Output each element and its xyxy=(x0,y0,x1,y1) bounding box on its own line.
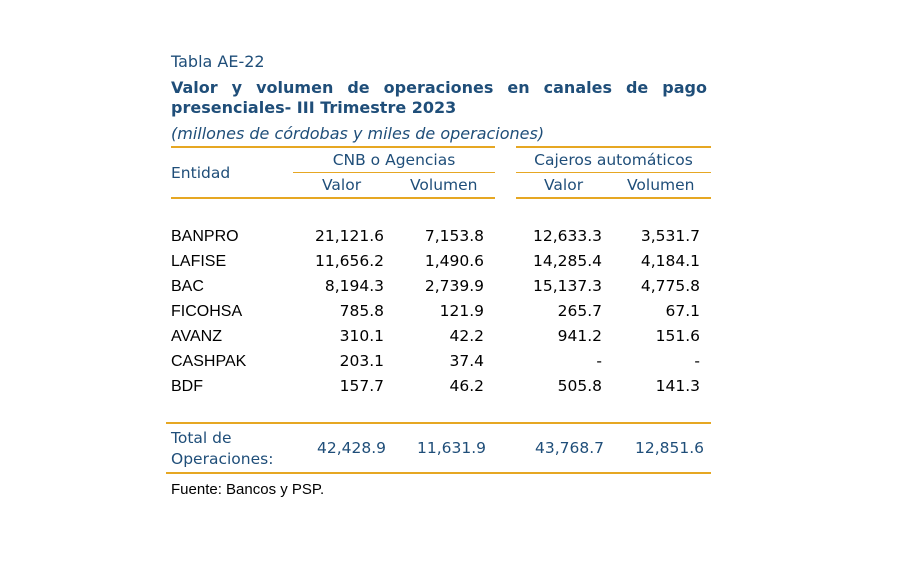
header-entity: Entidad xyxy=(171,164,231,182)
row-entity: BAC xyxy=(171,278,204,295)
header-cnb-volumen: Volumen xyxy=(410,176,478,194)
cell-cnb-volumen: 42.2 xyxy=(449,327,484,345)
cell-cnb-volumen: 37.4 xyxy=(449,352,484,370)
total-label: Total de Operaciones: xyxy=(171,429,274,468)
cell-cnb-valor: 157.7 xyxy=(339,377,384,395)
row-entity: FICOHSA xyxy=(171,303,243,320)
cell-atm-volumen: - xyxy=(694,352,700,370)
cell-atm-volumen: 151.6 xyxy=(655,327,700,345)
header-atm-valor: Valor xyxy=(544,176,584,194)
header-group-cnb: CNB o Agencias xyxy=(332,151,456,169)
total-atm-valor: 43,768.7 xyxy=(534,439,604,457)
cell-cnb-volumen: 46.2 xyxy=(449,377,484,395)
row-entity: LAFISE xyxy=(171,253,227,270)
header-group-atm: Cajeros automáticos xyxy=(534,151,693,169)
table-title xyxy=(171,78,707,118)
cell-atm-valor: - xyxy=(596,352,602,370)
cell-cnb-valor: 310.1 xyxy=(339,327,384,345)
cell-atm-valor: 505.8 xyxy=(557,377,602,395)
cell-atm-volumen: 67.1 xyxy=(665,302,700,320)
cell-atm-volumen: 141.3 xyxy=(655,377,700,395)
cell-atm-valor: 12,633.3 xyxy=(532,227,602,245)
cell-cnb-valor: 11,656.2 xyxy=(314,252,384,270)
cell-atm-volumen: 4,775.8 xyxy=(640,277,700,295)
cell-cnb-valor: 785.8 xyxy=(339,302,384,320)
header-bottom-rule-left xyxy=(171,197,495,199)
cell-cnb-volumen: 121.9 xyxy=(439,302,484,320)
cell-cnb-volumen: 7,153.8 xyxy=(424,227,484,245)
header-cnb-valor: Valor xyxy=(322,176,362,194)
table-title-line1: Valor y volumen de operaciones en canales de pago xyxy=(171,78,707,97)
table-title-line2: presenciales- III Trimestre 2023 xyxy=(171,98,457,117)
top-rule-left xyxy=(171,146,495,148)
group-rule-cnb xyxy=(293,172,495,173)
cell-atm-volumen: 4,184.1 xyxy=(640,252,700,270)
cell-atm-valor: 941.2 xyxy=(557,327,602,345)
header-bottom-rule-right xyxy=(516,197,711,199)
total-bottom-rule xyxy=(166,472,711,474)
total-top-rule xyxy=(166,422,711,424)
cell-atm-valor: 14,285.4 xyxy=(532,252,602,270)
cell-cnb-volumen: 1,490.6 xyxy=(424,252,484,270)
row-entity: BDF xyxy=(171,378,203,395)
cell-atm-valor: 265.7 xyxy=(557,302,602,320)
group-rule-atm xyxy=(516,172,711,173)
row-entity: CASHPAK xyxy=(171,353,247,370)
table-label: Tabla AE-22 xyxy=(171,52,265,71)
top-rule-right xyxy=(516,146,711,148)
header-atm-volumen: Volumen xyxy=(627,176,695,194)
row-entity: BANPRO xyxy=(171,228,239,245)
table-subtitle: (millones de córdobas y miles de operaciones) xyxy=(171,124,545,143)
cell-atm-valor: 15,137.3 xyxy=(532,277,602,295)
total-cnb-volumen: 11,631.9 xyxy=(416,439,486,457)
cell-cnb-volumen: 2,739.9 xyxy=(424,277,484,295)
total-atm-volumen: 12,851.6 xyxy=(634,439,704,457)
cell-cnb-valor: 8,194.3 xyxy=(324,277,384,295)
cell-cnb-valor: 21,121.6 xyxy=(314,227,384,245)
source-note: Fuente: Bancos y PSP. xyxy=(171,481,325,498)
total-cnb-valor: 42,428.9 xyxy=(316,439,386,457)
cell-atm-volumen: 3,531.7 xyxy=(640,227,700,245)
row-entity: AVANZ xyxy=(171,328,222,345)
cell-cnb-valor: 203.1 xyxy=(339,352,384,370)
